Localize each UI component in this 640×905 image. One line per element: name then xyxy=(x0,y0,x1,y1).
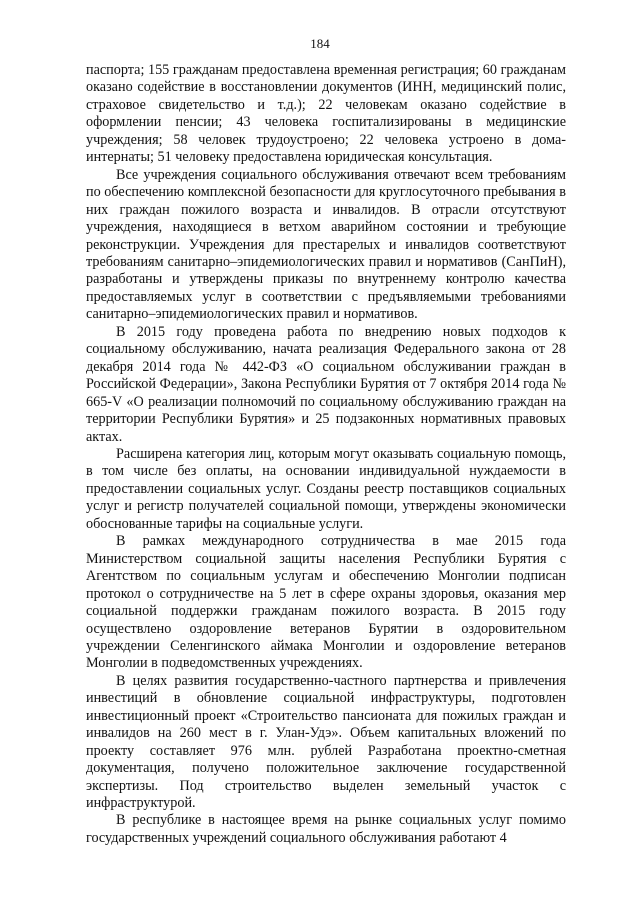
paragraph: В 2015 году проведена работа по внедрению новых подходов к социальному обслуживанию, начата реализация Федерального закона от 28 декабря 2014 года № 442-ФЗ «О социальном обслуживании граждан в Российской Федерации», Закона Республики Бурятия от 7 октября 2014 года № 665-V «О реализации полномочий по социальному обслуживанию граждан на территории Республики Бурятия» и 25 подзаконных нормативных правовых актах. xyxy=(86,323,566,445)
paragraph: Все учреждения социального обслуживания отвечают всем требованиям по обеспечению комплексной безопасности для круглосуточного пребывания в них граждан пожилого возраста и инвалидов. В отрасли отсутствуют учреждения, находящиеся в ветхом аварийном состоянии и требующие реконструкции. Учреждения для престарелых и инвалидов соответствуют требованиям санитарно–эпидемиологических правил и нормативов (СанПиН), разработаны и утверждены приказы по внутреннему контролю качества предоставляемых услуг в соответствии с предъявляемыми требованиями санитарно–эпидемиологических правил и нормативов. xyxy=(86,166,566,323)
page-number: 184 xyxy=(310,36,330,51)
paragraph: Расширена категория лиц, которым могут оказывать социальную помощь, в том числе без оплаты, на основании индивидуальной нуждаемости в предоставлении социальных услуг. Созданы реестр поставщиков социальных услуг и регистр получателей социальной помощи, утверждены экономически обоснованные тарифы на социальные услуги. xyxy=(86,445,566,532)
paragraph: В республике в настоящее время на рынке социальных услуг помимо государственных учреждений социального обслуживания работают 4 xyxy=(86,812,566,846)
paragraph: В целях развития государственно-частного партнерства и привлечения инвестиций в обновление социальной инфраструктуры, подготовлен инвестиционный проект «Строительство пансионата для пожилых граждан и инвалидов на 260 мест в г. Улан-Удэ». Объем капитальных вложений по проекту составляет 976 млн. рублей Разработана проектно-сметная документация, получено положительное заключение государственной экспертизы. Под строительство выделен земельный участок с инфраструктурой. xyxy=(86,672,566,812)
page-body xyxy=(86,62,566,847)
paragraph: В рамках международного сотрудничества в мае 2015 года Министерством социальной защиты населения Республики Бурятия с Агентством по социальным услугам и обеспечению Монголии подписан протокол о сотрудничестве на 5 лет в сфере охраны здоровья, оказания мер социальной поддержки гражданам пожилого возраста. В 2015 году осуществлено оздоровление ветеранов Бурятии в оздоровительном учреждении Селенгинского аймака Монголии и оздоровление ветеранов Монголии в подведомственных учреждениях. xyxy=(86,533,566,672)
paragraph-continuation: паспорта; 155 гражданам предоставлена временная регистрация; 60 гражданам оказано содействие в восстановлении документов (ИНН, медицинский полис, страховое свидетельство и т.д.); 22 человекам оказано содействие в оформлении пенсии; 43 человека госпитализированы в медицинские учреждения; 58 человек трудоустроено; 22 человека устроено в дома-интернаты; 51 человеку предоставлена юридическая консультация. xyxy=(86,62,566,166)
